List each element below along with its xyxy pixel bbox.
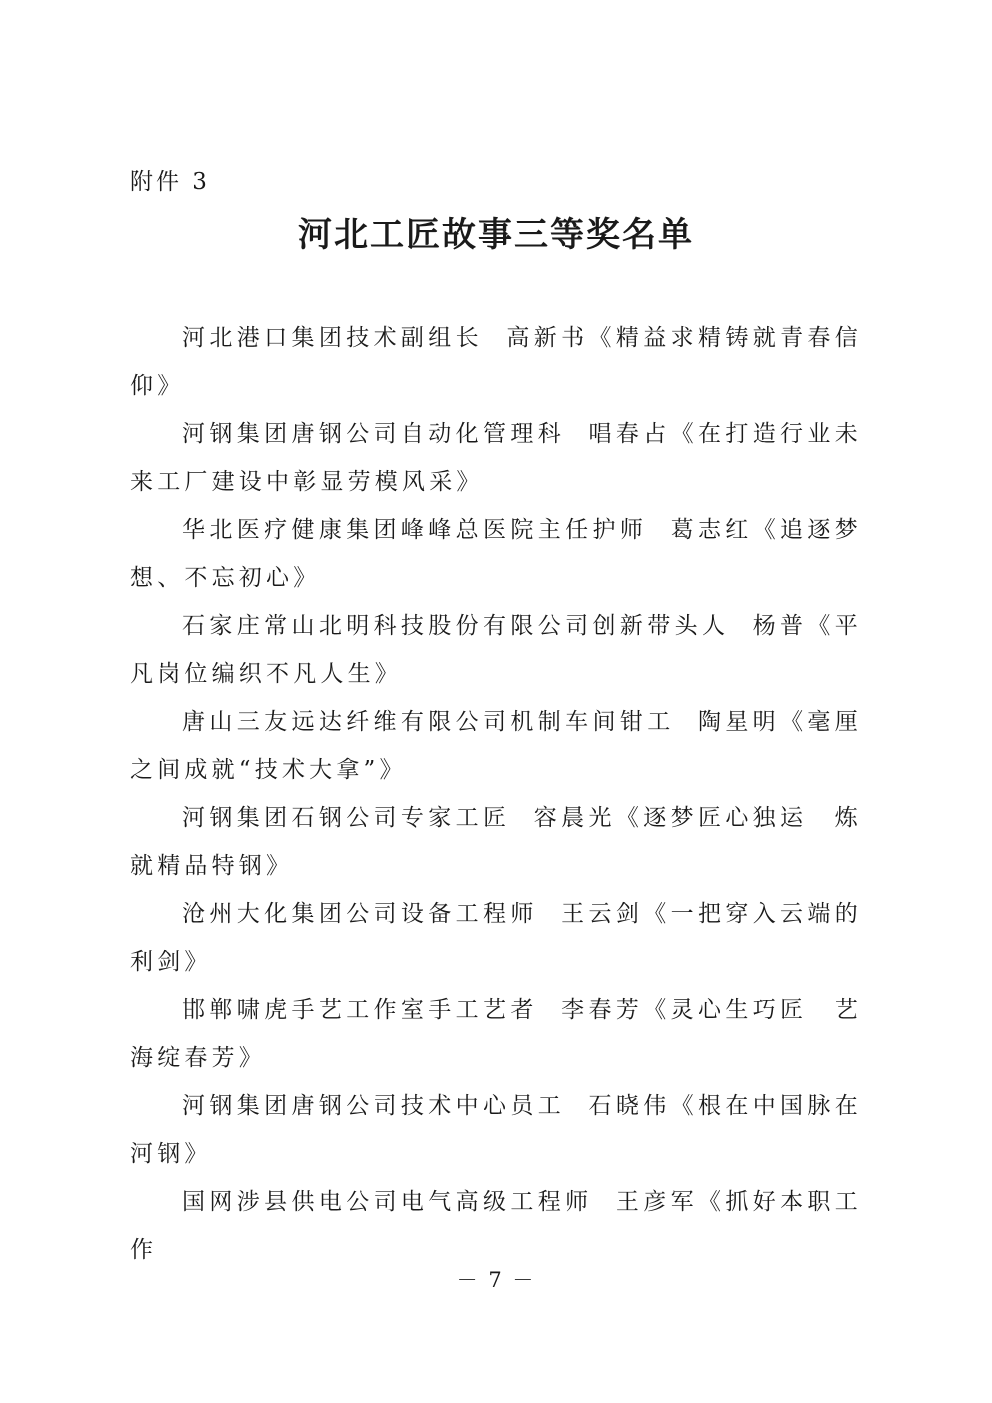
entry-story-title: 《精益求精铸就青春信仰》 [130, 325, 862, 399]
entry-story-title: 《灵心生巧匠 艺海绽春芳》 [130, 997, 862, 1071]
entry-name: 李春芳 [561, 997, 644, 1023]
attachment-label: 附件 3 [130, 169, 210, 195]
document-title: 河北工匠故事三等奖名单 [298, 215, 694, 255]
entry-name: 杨普 [752, 613, 808, 639]
award-entry [130, 410, 862, 506]
award-entry [130, 794, 862, 890]
entry-unit: 河钢集团唐钢公司自动化管理科 [182, 421, 566, 447]
entry-name: 陶星明 [697, 709, 781, 735]
entry-story-title: 《在打造行业未来工厂建设中彰显劳模风采》 [130, 421, 862, 495]
award-entry [130, 890, 862, 986]
award-entry [130, 1082, 862, 1178]
entry-unit: 唐山三友远达纤维有限公司机制车间钳工 [182, 709, 675, 735]
entry-name: 容晨光 [533, 805, 616, 831]
entry-unit: 河钢集团唐钢公司技术中心员工 [182, 1093, 566, 1119]
entry-story-title: 《逐梦匠心独运 炼就精品特钢》 [130, 805, 862, 879]
entry-name: 葛志红 [670, 517, 753, 543]
award-entry [130, 506, 862, 602]
entry-unit: 国网涉县供电公司电气高级工程师 [182, 1189, 593, 1215]
page-number: － 7 － [456, 1268, 536, 1292]
award-entry [130, 602, 862, 698]
entry-name: 王彦军 [615, 1189, 698, 1215]
entry-unit: 邯郸啸虎手艺工作室手工艺者 [182, 997, 538, 1023]
entry-story-title: 《根在中国脉在河钢》 [130, 1093, 862, 1167]
entry-unit: 石家庄常山北明科技股份有限公司创新带头人 [182, 613, 730, 639]
award-entry [130, 314, 862, 410]
entry-unit: 河北港口集团技术副组长 [182, 325, 484, 351]
entry-unit: 华北医疗健康集团峰峰总医院主任护师 [182, 517, 648, 543]
award-entry [130, 986, 862, 1082]
entry-unit: 河钢集团石钢公司专家工匠 [182, 805, 511, 831]
entry-story-title: 《一把穿入云端的利剑》 [130, 901, 862, 975]
entry-story-title: 《抓好本职工作 [130, 1189, 863, 1263]
award-list [130, 314, 862, 1274]
entry-name: 王云剑 [561, 901, 644, 927]
entry-unit: 沧州大化集团公司设备工程师 [182, 901, 538, 927]
entry-name: 石晓伟 [588, 1093, 671, 1119]
entry-story-title: 《追逐梦想、不忘初心》 [130, 517, 862, 591]
entry-story-title: 《毫厘之间成就“技术大拿”》 [130, 709, 862, 783]
entry-story-title: 《平凡岗位编织不凡人生》 [130, 613, 862, 687]
award-entry [130, 1178, 862, 1274]
entry-name: 唱春占 [588, 421, 671, 447]
award-entry [130, 698, 862, 794]
entry-name: 高新书 [506, 325, 589, 351]
